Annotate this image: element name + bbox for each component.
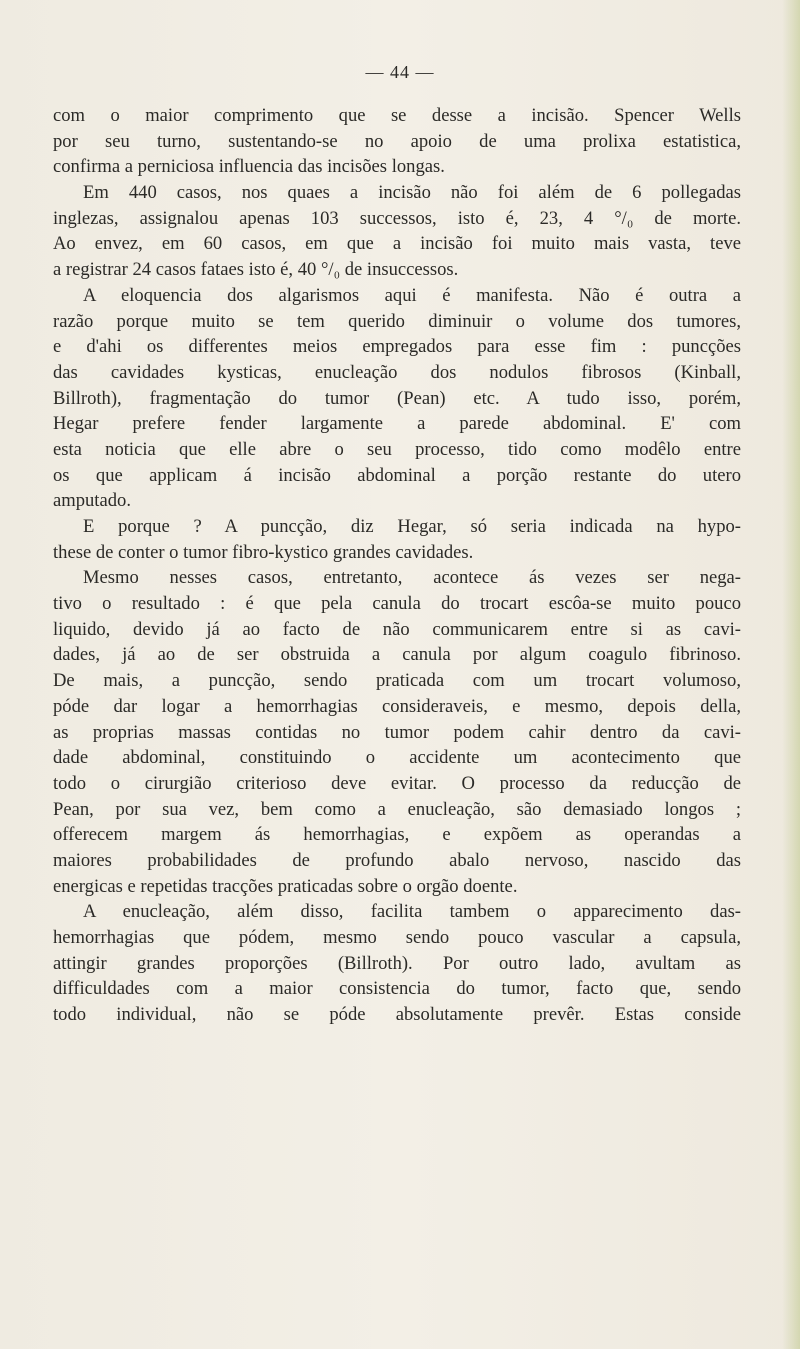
text-line: dade abdominal, constituindo o accidente um acontecimento que xyxy=(53,747,741,769)
text-line: De mais, a puncção, sendo praticada com um trocart volumoso, xyxy=(53,670,741,692)
text-line: confirma a perniciosa influencia das incisões longas. xyxy=(53,156,445,178)
text-line: liquido, devido já ao facto de não communicarem entre si as cavi- xyxy=(53,618,741,640)
text-line: A eloquencia dos algarismos aqui é manifesta. Não é outra a xyxy=(83,284,741,306)
text-line: todo individual, não se póde absolutamente prevêr. Estas conside xyxy=(53,1004,741,1026)
text-line: amputado. xyxy=(53,490,131,512)
text-line: Billroth), fragmentação do tumor (Pean) etc. A tudo isso, porém, xyxy=(53,387,741,409)
text-line: as proprias massas contidas no tumor podem cahir dentro da cavi- xyxy=(53,721,741,743)
text-line: these de conter o tumor fibro-kystico grandes cavidades. xyxy=(53,541,474,563)
text-line: inglezas, assignalou apenas 103 successos, isto é, 23, 4 °/₀ de morte. xyxy=(53,207,741,229)
page-number: — 44 — xyxy=(365,62,435,82)
text-line: hemorrhagias que pódem, mesmo sendo pouco vascular a capsula, xyxy=(53,927,741,948)
text-line: offerecem margem ás hemorrhagias, e expõem as operandas a xyxy=(53,824,741,846)
text-line: E porque ? A puncção, diz Hegar, só seria indicada na hypo- xyxy=(83,516,741,537)
text-line: esta noticia que elle abre o seu processo, tido como modêlo entre xyxy=(53,438,741,460)
text-line: póde dar logar a hemorrhagias consideraveis, e mesmo, depois della, xyxy=(53,695,741,717)
text-line: todo o cirurgião criterioso deve evitar. O processo da reducção de xyxy=(53,772,741,794)
text-line: os que applicam á incisão abdominal a porção restante do utero xyxy=(53,464,741,486)
text-line: Mesmo nesses casos, entretanto, acontece ás vezes ser nega- xyxy=(83,567,741,589)
text-line: por seu turno, sustentando-se no apoio de uma prolixa estatistica, xyxy=(53,130,741,152)
text-line: das cavidades kysticas, enucleação dos nodulos fibrosos (Kinball, xyxy=(53,361,741,383)
text-line: Em 440 casos, nos quaes a incisão não foi além de 6 pollegadas xyxy=(83,182,741,204)
text-line: com o maior comprimento que se desse a incisão. Spencer Wells xyxy=(53,105,741,126)
text-line: A enucleação, além disso, facilita tambem o apparecimento das- xyxy=(83,901,741,923)
text-line: attingir grandes proporções (Billroth). Por outro lado, avultam as xyxy=(53,952,741,974)
text-line: energicas e repetidas tracções praticadas sobre o orgão doente. xyxy=(53,875,518,897)
text-line: Ao envez, em 60 casos, em que a incisão foi muito mais vasta, teve xyxy=(53,233,741,255)
text-line: Hegar prefere fender largamente a parede abdominal. E' com xyxy=(53,413,741,435)
text-line: maiores probabilidades de profundo abalo nervoso, nascido das xyxy=(53,849,741,871)
text-line: tivo o resultado : é que pela canula do trocart escôa-se muito pouco xyxy=(53,593,741,615)
page-edge xyxy=(782,0,800,1349)
text-line: razão porque muito se tem querido diminuir o volume dos tumores, xyxy=(53,310,741,332)
text-line: e d'ahi os differentes meios empregados para esse fim : puncções xyxy=(53,336,741,358)
text-line: dades, já ao de ser obstruida a canula por algum coagulo fibrinoso. xyxy=(53,644,741,666)
text-line: Pean, por sua vez, bem como a enucleação, são demasiado longos ; xyxy=(53,798,741,820)
text-line: difficuldades com a maior consistencia do tumor, facto que, sendo xyxy=(53,978,741,1000)
text-line: a registrar 24 casos fataes isto é, 40 °/₀ de insuccessos. xyxy=(53,259,459,281)
body-text xyxy=(53,103,741,1028)
